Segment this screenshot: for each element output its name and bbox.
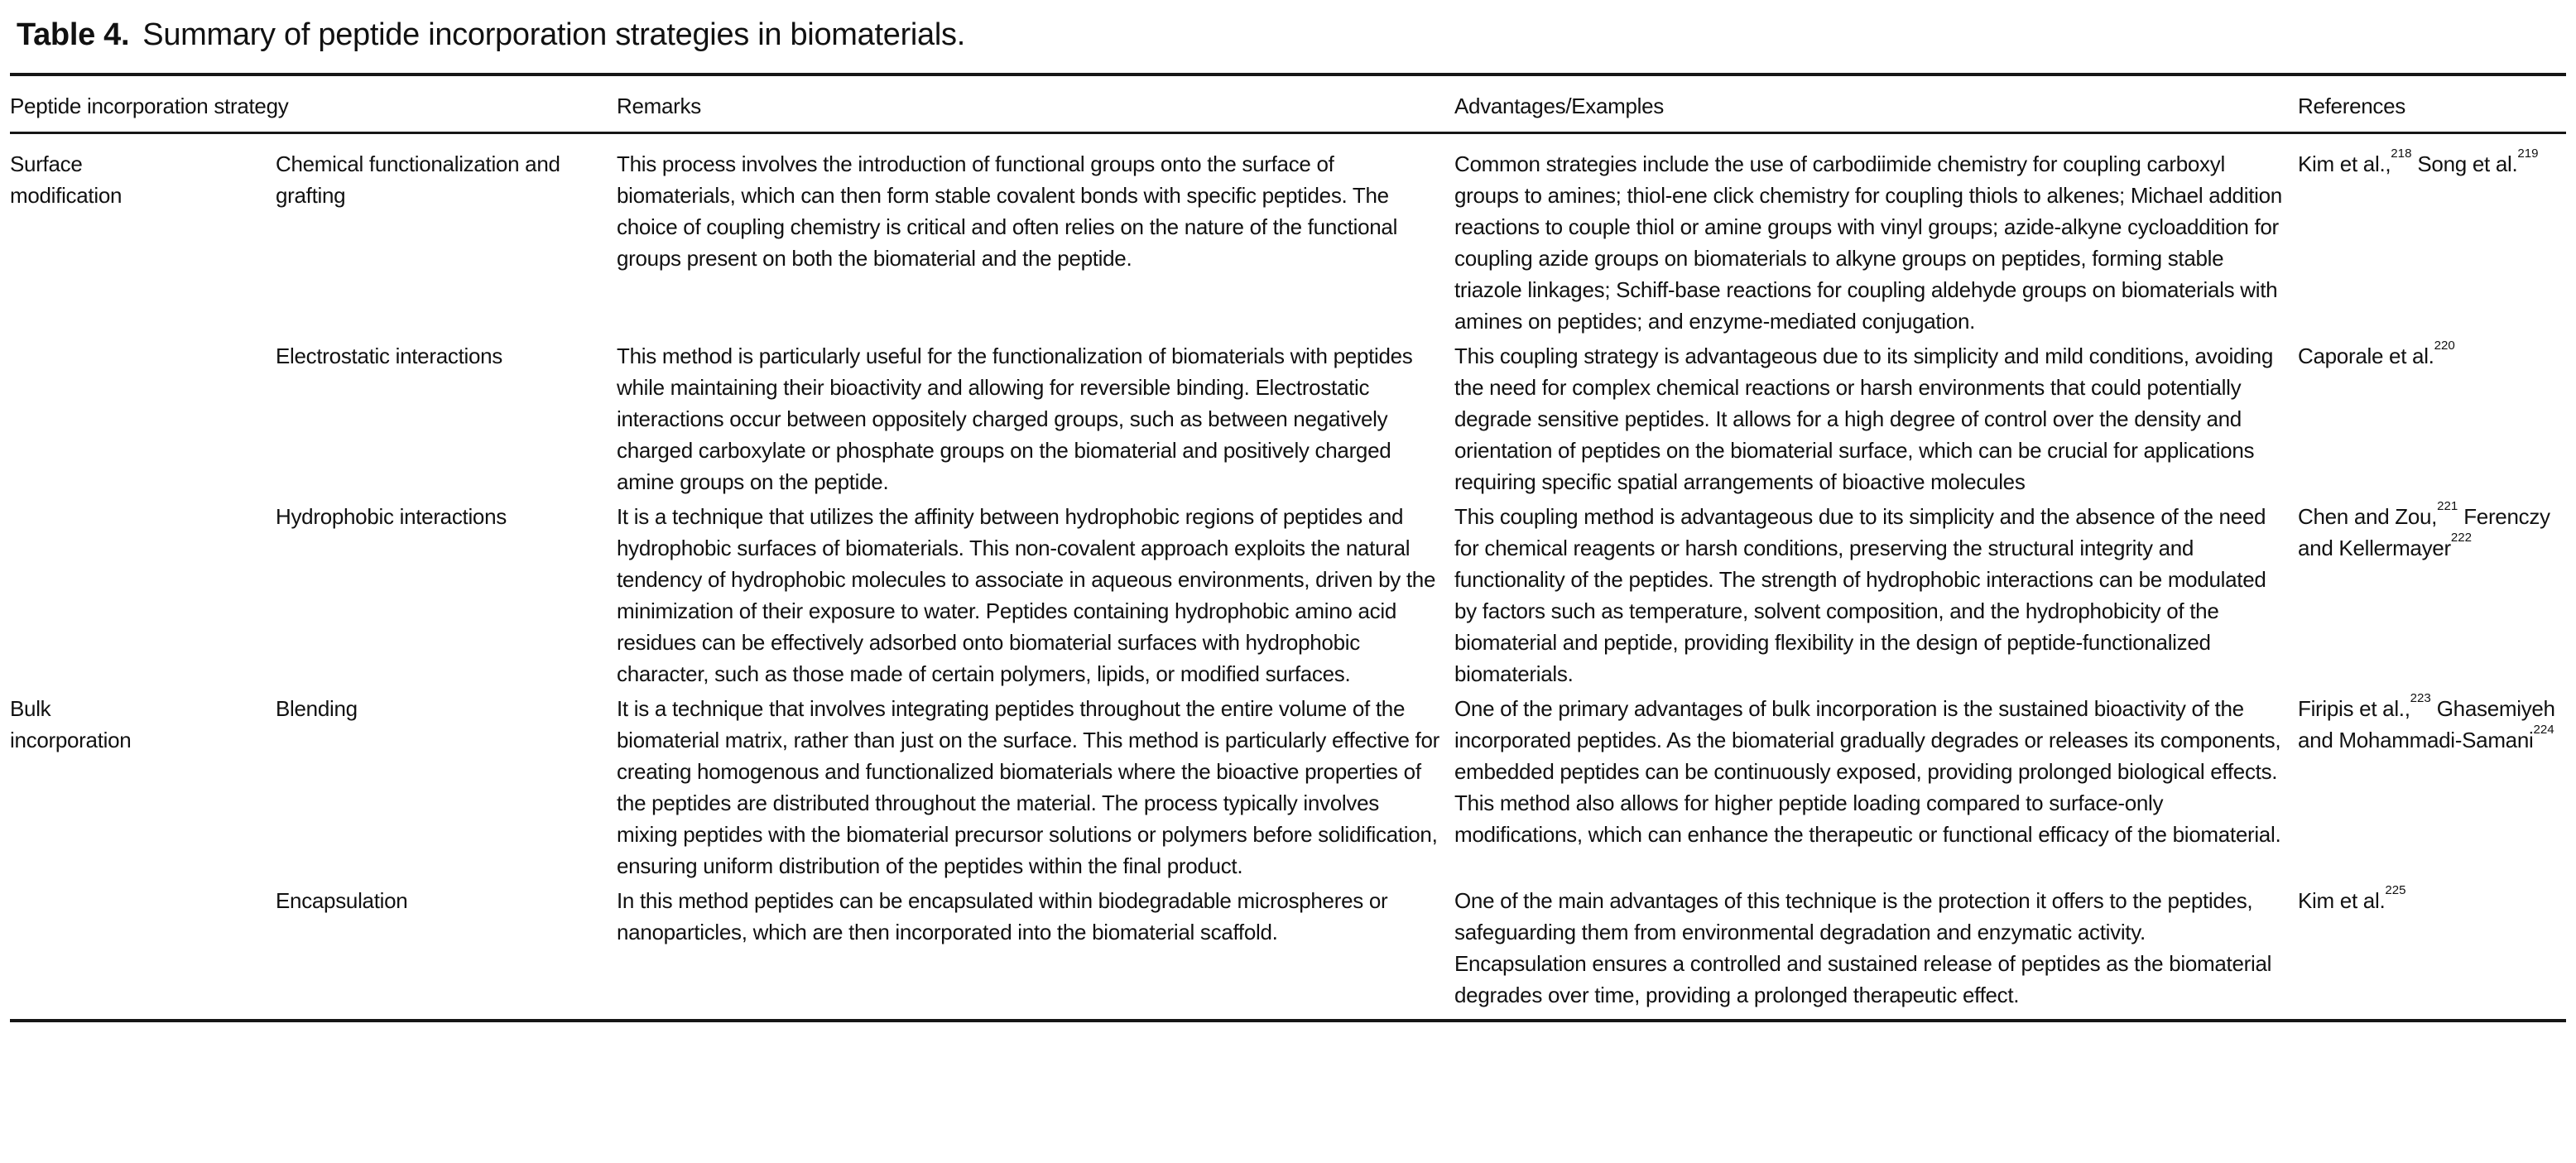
col-header-advantages: Advantages/Examples: [1454, 93, 1665, 118]
table-label: Table 4.: [17, 17, 130, 52]
reference-number: 218: [2391, 146, 2412, 161]
remarks-cell: This method is particularly useful for the functionalization of biomaterials with peptides while maintaining their bioactivity and allowing for reversible binding. Electrostatic interactions occur between oppositely charged groups, such as between negatively charged carboxylate or phosphate groups on the biomaterial and positively charged amine groups on the peptide.: [617, 343, 1413, 494]
reference-number: 220: [2434, 338, 2455, 353]
advantages-cell: Common strategies include the use of carbodiimide chemistry for coupling carboxyl groups to amines; thiol-ene click chemistry for coupling thiols to alkenes; Michael addition reactions to couple thiol or amine groups with vinyl groups; azide-alkyne cycloaddition for coupling azide groups on biomaterials to alkyne groups on peptides, forming stable triazole linkages; Schiff-base reactions for coupling aldehyde groups on biomaterials with amines on peptides; and enzyme-mediated conjugation.: [1454, 151, 2282, 334]
method-cell: Chemical functionalization and grafting: [276, 151, 560, 208]
remarks-cell: In this method peptides can be encapsulated within biodegradable microspheres or nanoparticles, which are then incorporated into the biomaterial scaffold.: [617, 887, 1388, 944]
references-cell: Kim et al.$^{225}$: [2298, 882, 2406, 913]
reference-number: 224: [2533, 722, 2554, 737]
category-cell: [10, 693, 276, 756]
method-cell: Hydrophobic interactions: [276, 503, 507, 529]
method-cell: Encapsulation: [276, 887, 408, 913]
table-body: [10, 134, 2566, 1019]
table: [10, 73, 2566, 1022]
category-cell: [10, 148, 276, 211]
references-cell: Chen and Zou,$^{221}$ Ferenczy and Kellermayer$^{222}$: [2298, 498, 2550, 560]
table-caption: [17, 17, 2566, 55]
reference-number: 221: [2437, 498, 2458, 513]
col-header-references: References: [2298, 93, 2405, 118]
reference-number: 219: [2517, 146, 2539, 161]
method-cell: Electrostatic interactions: [276, 343, 502, 368]
reference-number: 222: [2450, 530, 2472, 545]
method-cell: Blending: [276, 695, 358, 721]
table-caption-text: Summary of peptide incorporation strategies in biomaterials.: [142, 17, 965, 52]
advantages-cell: One of the primary advantages of bulk incorporation is the sustained bioactivity of the incorporated peptides. As the biomaterial gradually degrades or releases its components, embedded peptides can be continuously exposed, providing prolonged biological effects. This method also allows for higher peptide loading compared to surface-only modifications, which can enhance the therapeutic or functional efficacy of the biomaterial.: [1454, 695, 2281, 847]
col-header-strategy: Peptide incorporation strategy: [10, 93, 289, 118]
table-row: [10, 882, 2566, 1011]
table-row: [10, 690, 2566, 882]
remarks-cell: This process involves the introduction of functional groups onto the surface of biomaterials, which can then form stable covalent bonds with specific peptides. The choice of coupling chemistry is critical and often relies on the nature of the functional groups present on both the biomaterial and the peptide.: [617, 151, 1398, 271]
reference-number: 223: [2410, 690, 2431, 705]
col-header-remarks: Remarks: [617, 93, 701, 118]
table-row: [10, 498, 2566, 690]
references-cell: Firipis et al.,$^{223}$ Ghasemiyeh and Mohammadi-Samani$^{224}$: [2298, 690, 2555, 752]
table-header-row: [10, 76, 2566, 134]
advantages-cell: One of the main advantages of this technique is the protection it offers to the peptides, safeguarding them from environmental degradation and enzymatic activity. Encapsulation ensures a controlled and sustained release of peptides as the biomaterial degrades over time, providing a prolonged therapeutic effect.: [1454, 887, 2272, 1007]
reference-number: 225: [2385, 882, 2406, 897]
references-cell: Caporale et al.$^{220}$: [2298, 338, 2455, 368]
table-row: [10, 340, 2566, 497]
references-cell: Kim et al.,$^{218}$ Song et al.$^{219}$: [2298, 146, 2539, 176]
remarks-cell: It is a technique that utilizes the affinity between hydrophobic regions of peptides and hydrophobic surfaces of biomaterials. This non-covalent approach exploits the natural tendency of hydrophobic molecules to associate in aqueous environments, driven by the minimization of their exposure to water. Peptides containing hydrophobic amino acid residues can be effectively adsorbed onto biomaterial surfaces with hydrophobic character, such as those made of certain polymers, lipids, or modified surfaces.: [617, 503, 1436, 686]
category-text: Surface modification: [10, 151, 123, 208]
remarks-cell: It is a technique that involves integrating peptides throughout the entire volume of the biomaterial matrix, rather than just on the surface. This method is particularly effective for creating homogenous and functionalized biomaterials where the bioactive properties of the peptides are distributed throughout the material. The process typically involves mixing peptides with the biomaterial precursor solutions or polymers before solidification, ensuring uniform distribution of the peptides within the final product.: [617, 695, 1439, 878]
advantages-cell: This coupling method is advantageous due to its simplicity and the absence of the need for chemical reagents or harsh conditions, preserving the structural integrity and functionality of the peptides. The strength of hydrophobic interactions can be modulated by factors such as temperature, solvent composition, and the hydrophobicity of the biomaterial and peptide, providing flexibility in the design of peptide-functionalized biomaterials.: [1454, 503, 2266, 686]
category-text: Bulk incorporation: [10, 695, 132, 752]
advantages-cell: This coupling strategy is advantageous due to its simplicity and mild conditions, avoiding the need for complex chemical reactions or harsh environments that could potentially degrade sensitive peptides. It allows for a high degree of control over the density and orientation of peptides on the biomaterial surface, which can be crucial for applications requiring specific spatial arrangements of bioactive molecules: [1454, 343, 2273, 494]
table-row: [10, 148, 2566, 337]
